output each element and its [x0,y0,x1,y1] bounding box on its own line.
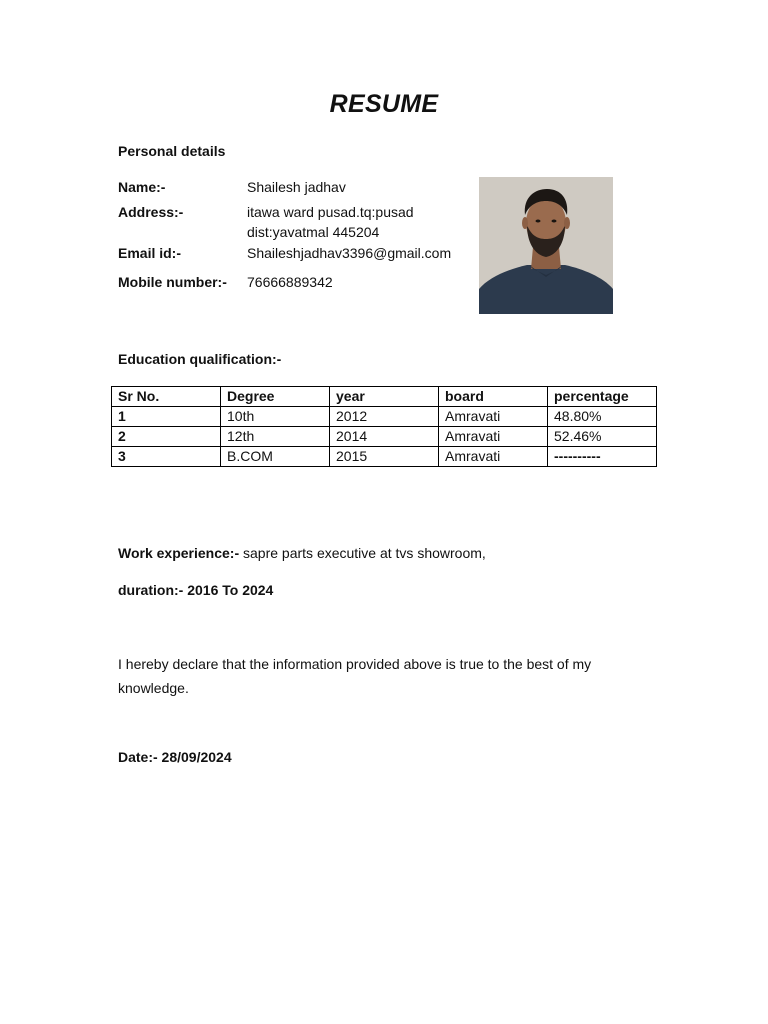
cell-sr-no: 2 [112,427,221,447]
name-label: Name:- [118,179,166,195]
cell-sr-no: 3 [112,447,221,467]
work-experience [118,545,486,561]
education-table [111,386,657,467]
cell-board: Amravati [439,427,548,447]
resume-title: RESUME [329,90,439,118]
work-duration: duration:- 2016 To 2024 [118,582,274,598]
cell-year: 2012 [330,407,439,427]
cell-percentage: 52.46% [548,427,657,447]
table-row [112,427,657,447]
address-label: Address:- [118,204,184,220]
cell-year: 2015 [330,447,439,467]
address-line-2: dist:yavatmal 445204 [247,224,380,240]
work-experience-value: sapre parts executive at tvs showroom, [239,545,486,561]
cell-board: Amravati [439,407,548,427]
cell-board: Amravati [439,447,548,467]
work-experience-label: Work experience:- [118,545,240,561]
column-header-degree: Degree [221,387,330,407]
personal-details-heading: Personal details [118,143,226,159]
cell-sr-no: 1 [112,407,221,427]
address-line-1: itawa ward pusad.tq:pusad [247,204,414,220]
mobile-label: Mobile number:- [118,274,227,290]
profile-photo [479,177,613,314]
column-header-board: board [439,387,548,407]
education-heading: Education qualification:- [118,351,282,367]
cell-degree: 12th [221,427,330,447]
email-value: Shaileshjadhav3396@gmail.com [247,245,452,261]
table-row [112,447,657,467]
cell-degree: 10th [221,407,330,427]
table-row [112,407,657,427]
email-label: Email id:- [118,245,182,261]
date-line: Date:- 28/09/2024 [118,749,232,765]
declaration-text: I hereby declare that the information provided above is true to the best of my knowledge. [118,656,592,696]
column-header-percentage: percentage [548,387,657,407]
table-header-row [112,387,657,407]
cell-percentage: 48.80% [548,407,657,427]
cell-degree: B.COM [221,447,330,467]
name-value: Shailesh jadhav [247,179,346,195]
cell-year: 2014 [330,427,439,447]
person-portrait-icon [479,177,613,314]
mobile-value: 76666889342 [247,274,333,290]
cell-percentage: ---------- [548,447,657,467]
column-header-sr-no: Sr No. [112,387,221,407]
column-header-year: year [330,387,439,407]
